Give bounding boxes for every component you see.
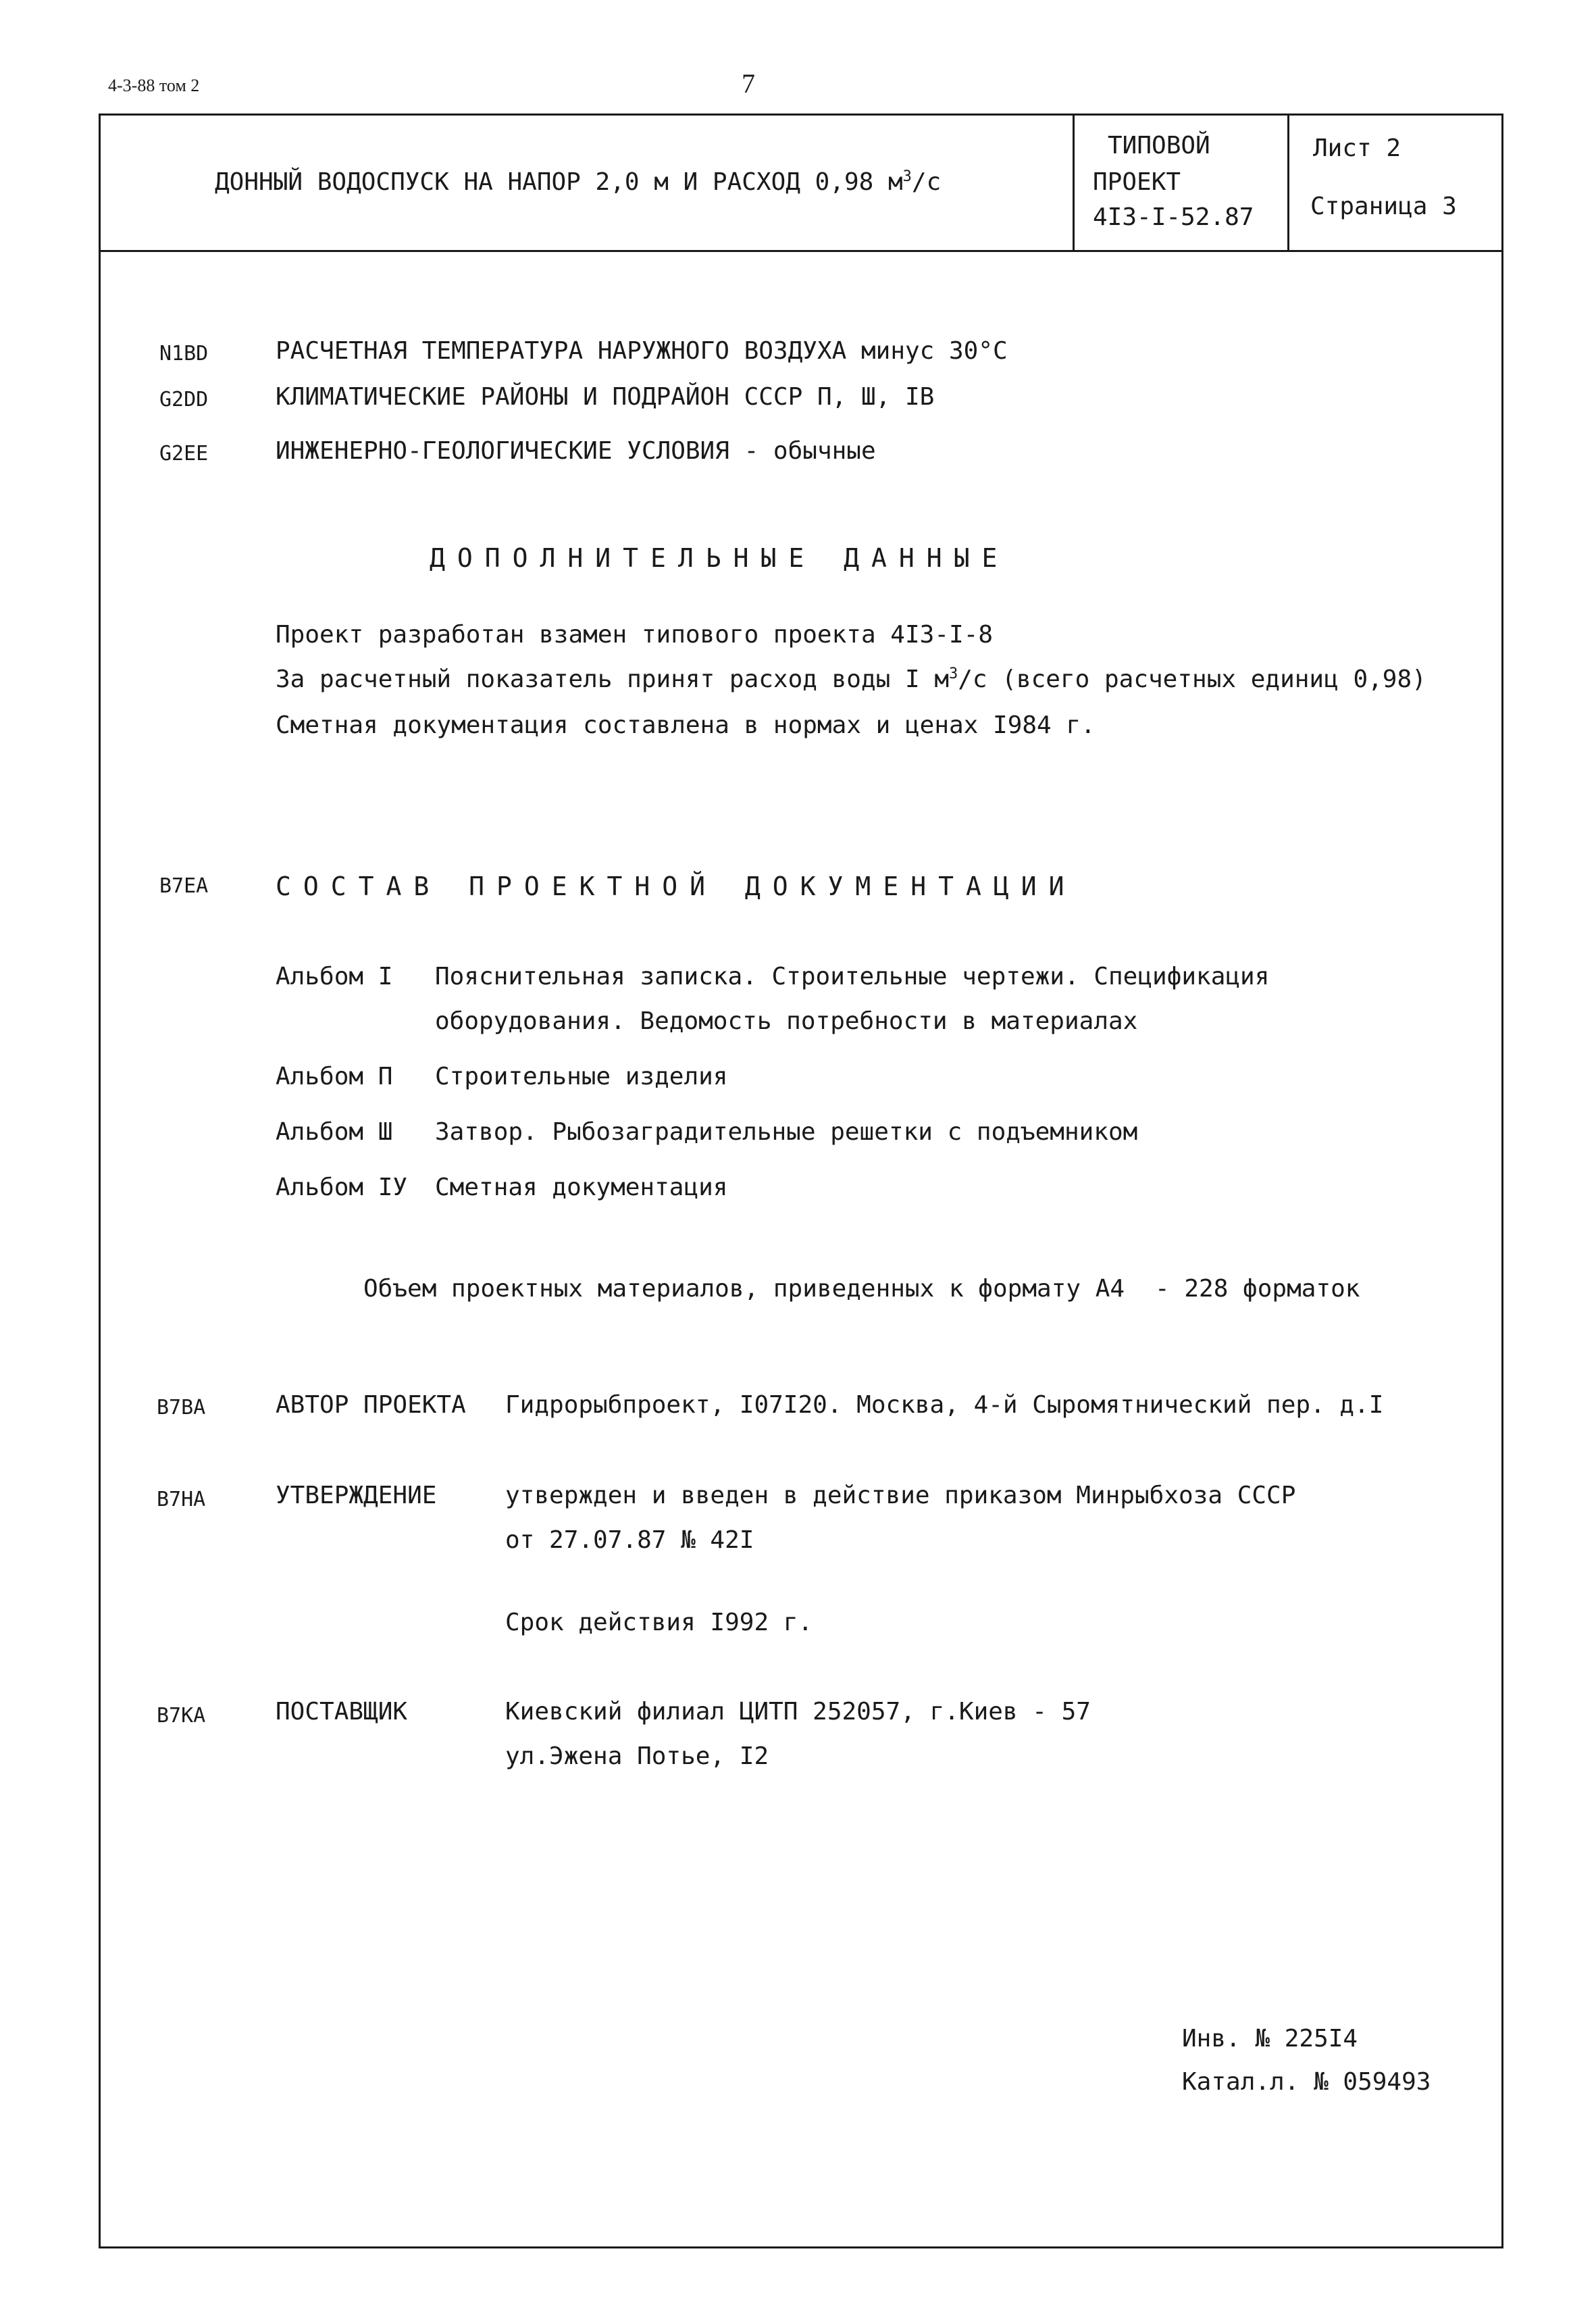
document-title: ДОННЫЙ ВОДОСПУСК НА НАПОР 2,0 м И РАСХОД 0,98 $м^3/с$ (215, 168, 942, 196)
volume-value: - 228 форматок (1155, 1275, 1360, 1303)
project-type-1: ТИПОВОЙ (1108, 132, 1210, 159)
composition-heading: СОСТАВ ПРОЕКТНОЙ ДОКУМЕНТАЦИИ (276, 872, 1077, 901)
composition-code: B7EA (159, 874, 209, 898)
album-description: оборудования. Ведомость потребности в материалах (435, 1007, 1138, 1035)
album-description: Сметная документация (435, 1174, 728, 1201)
page-number: 7 (742, 68, 755, 99)
catalog-number: Катал.л. № 059493 (1182, 2068, 1431, 2096)
page-number-label: Страница 3 (1310, 193, 1457, 220)
project-number: 4I3-I-52.87 (1093, 203, 1254, 231)
additional-line: Проект разработан взамен типового проекта 4I3-I-8 (276, 621, 994, 649)
header-divider-left (1073, 114, 1075, 251)
album-name: Альбом Ш (276, 1118, 393, 1146)
param-value: - обычные (744, 437, 876, 465)
author-label: АВТОР ПРОЕКТА (276, 1391, 466, 1419)
additional-heading: ДОПОЛНИТЕЛЬНЫЕ ДАННЫЕ (430, 543, 1010, 573)
supplier-line: Киевский филиал ЦИТП 252057, г.Киев - 57 (505, 1698, 1091, 1726)
param-code: G2EE (159, 442, 209, 466)
validity-period: Срок действия I992 г. (505, 1609, 813, 1636)
sheet-number: Лист 2 (1313, 134, 1401, 162)
additional-line: За расчетный показатель принят расход воды I $м^3/с$ (всего расчетных единиц 0,98) (276, 665, 1426, 693)
supplier-label: ПОСТАВЩИК (276, 1698, 408, 1726)
approval-code: B7HA (157, 1488, 206, 1511)
approval-line: утвержден и введен в действие приказом Минрыбхоза СССР (505, 1482, 1296, 1509)
album-description: Строительные изделия (435, 1063, 728, 1090)
volume-text: Объем проектных материалов, приведенных к формату А4 (363, 1275, 1125, 1303)
album-description: Пояснительная записка. Строительные чертежи. Спецификация (435, 963, 1270, 990)
param-code: G2DD (159, 388, 209, 411)
param-label: РАСЧЕТНАЯ ТЕМПЕРАТУРА НАРУЖНОГО ВОЗДУХА минус 30°С (276, 337, 1008, 365)
album-name: Альбом П (276, 1063, 393, 1090)
author-value: Гидрорыбпроект, I07I20. Москва, 4-й Сыромятнический пер. д.I (505, 1391, 1384, 1419)
approval-label: УТВЕРЖДЕНИЕ (276, 1482, 437, 1509)
corner-reference: 4-3-88 том 2 (108, 76, 200, 95)
param-label: ИНЖЕНЕРНО-ГЕОЛОГИЧЕСКИЕ УСЛОВИЯ - обычные (276, 437, 876, 465)
param-code: N1BD (159, 342, 209, 366)
param-value: минус 30°С (860, 337, 1008, 365)
param-value: П, Ш, IB (817, 383, 935, 411)
additional-line: Сметная документация составлена в нормах и ценах I984 г. (276, 711, 1096, 739)
inventory-number: Инв. № 225I4 (1182, 2025, 1358, 2053)
header-divider-right (1287, 114, 1289, 251)
supplier-code: B7KA (157, 1704, 206, 1728)
album-name: Альбом IУ (276, 1174, 408, 1201)
project-type-2: ПРОЕКТ (1093, 168, 1181, 196)
album-name: Альбом I (276, 963, 393, 990)
author-code: B7BA (157, 1396, 206, 1419)
header-divider (99, 250, 1503, 252)
supplier-line: ул.Эжена Потье, I2 (505, 1742, 769, 1770)
album-description: Затвор. Рыбозаградительные решетки с подъемником (435, 1118, 1138, 1146)
approval-line: от 27.07.87 № 42I (505, 1526, 754, 1554)
param-label: КЛИМАТИЧЕСКИЕ РАЙОНЫ И ПОДРАЙОН СССР П, Ш, IB (276, 383, 935, 411)
